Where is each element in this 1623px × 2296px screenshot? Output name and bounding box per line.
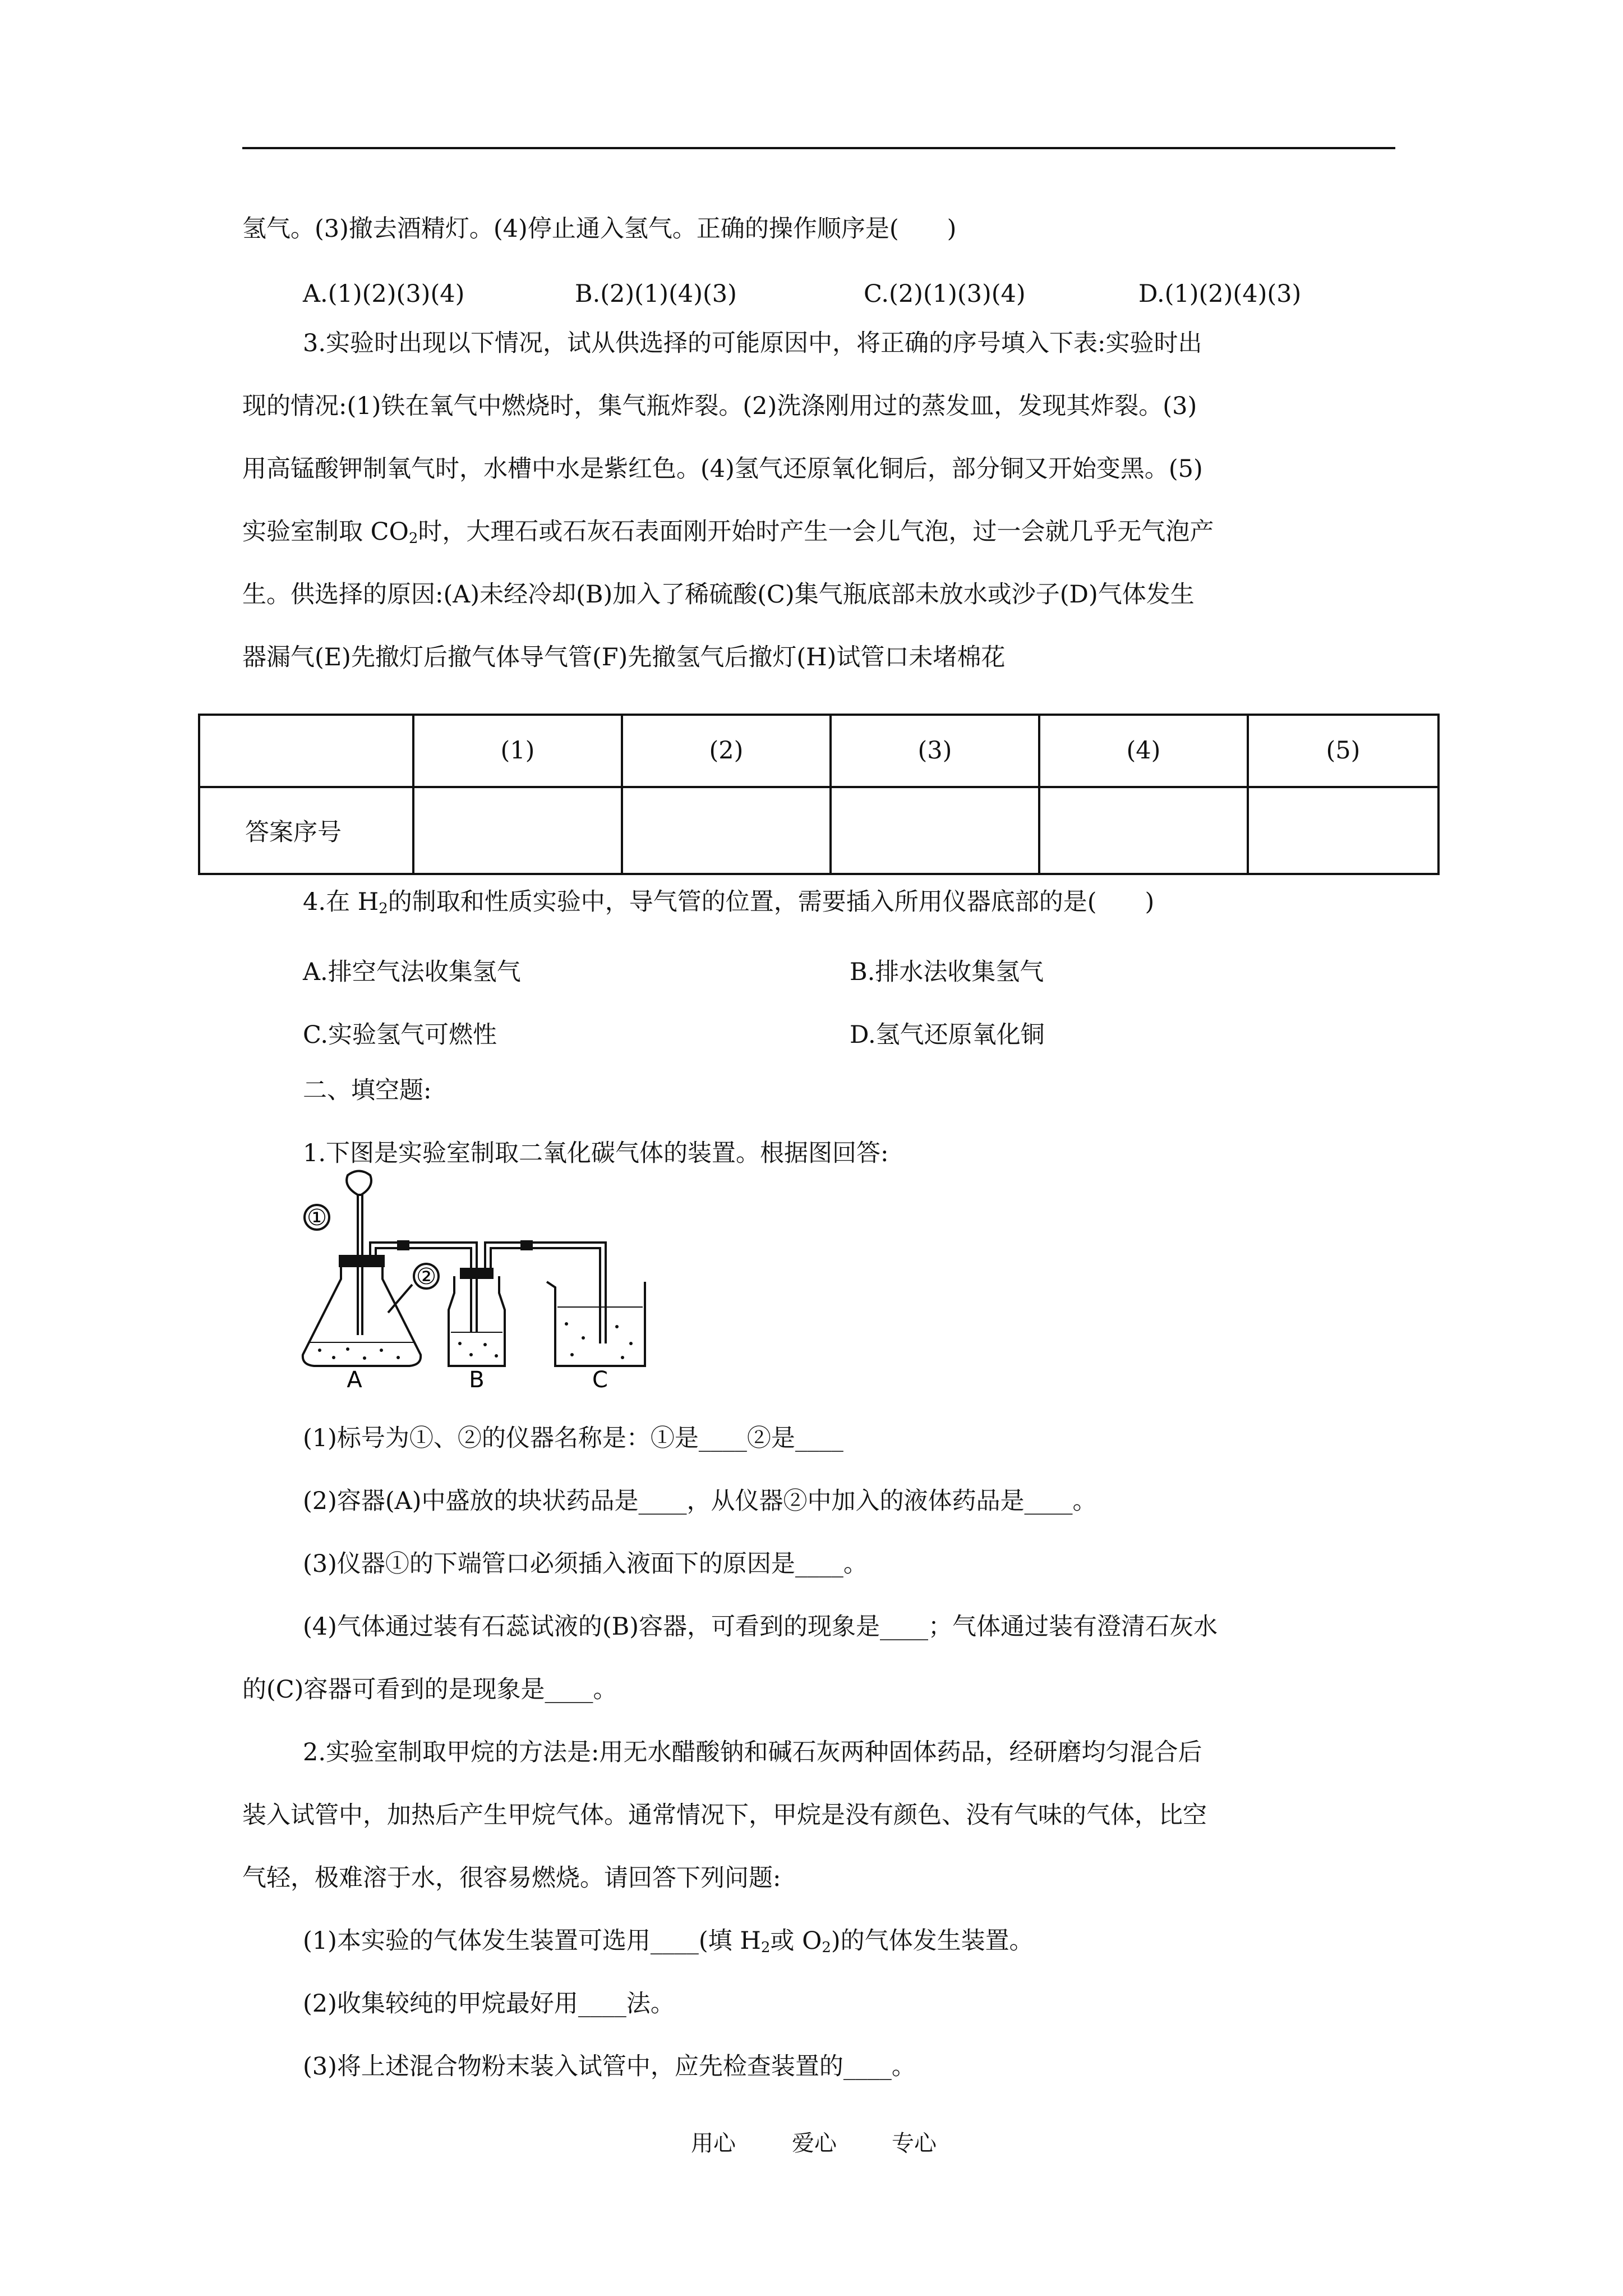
q3-co2-post: 时，大理石或石灰石表面刚开始时产生一会儿气泡，过一会就几乎无气泡产 [418, 518, 1214, 546]
fill-q2-item-1-sub2: 2 [822, 1939, 831, 1956]
q4-option-b: B.排水法收集氢气 [850, 958, 1044, 986]
fill-q2-line-1: 2.实验室制取甲烷的方法是:用无水醋酸钠和碱石灰两种固体药品，经研磨均匀混合后 [303, 1738, 1202, 1766]
fill-q1-item-1: (1)标号为①、②的仪器名称是：①是____②是____ [303, 1424, 843, 1452]
q2-option-d: D.(1)(2)(4)(3) [1138, 280, 1302, 308]
figure-label-b: B [469, 1367, 485, 1388]
table-header-cell: (1) [413, 715, 622, 787]
table-header-cell: (3) [831, 715, 1039, 787]
fill-q1-item-3: (3)仪器①的下端管口必须插入液面下的原因是____。 [303, 1550, 868, 1578]
fill-q2-item-1-sub1: 2 [760, 1939, 771, 1956]
fill-q1-item-4-cont: 的(C)容器可看到的是现象是____。 [242, 1676, 617, 1704]
answer-cell[interactable] [1248, 787, 1438, 874]
q4-post: 的制取和性质实验中，导气管的位置，需要插入所用仪器底部的是( ) [388, 888, 1155, 916]
fill-q2-item-3: (3)将上述混合物粉末装入试管中，应先检查装置的____。 [303, 2053, 916, 2081]
footer-word-1: 用心 [691, 2131, 736, 2156]
q4-sub: 2 [379, 900, 388, 917]
q3-line-5: 生。供选择的原因:(A)未经冷却(B)加入了稀硫酸(C)集气瓶底部未放水或沙子(D)气体发生 [242, 581, 1195, 609]
q3-line-4 [242, 518, 1214, 547]
fill-q2-item-1-post: )的气体发生装置。 [831, 1927, 1034, 1955]
fill-q2-item-2: (2)收集较纯的甲烷最好用____法。 [303, 1990, 675, 2018]
answer-cell[interactable] [622, 787, 831, 874]
section-heading: 二、填空题: [303, 1076, 432, 1105]
answer-table [198, 714, 1440, 875]
q3-line-3: 用高锰酸钾制氧气时，水槽中水是紫红色。(4)氢气还原氧化铜后，部分铜又开始变黑。(5) [242, 455, 1203, 483]
table-header-cell [199, 715, 413, 787]
table-header-row [199, 715, 1438, 787]
q2-option-c: C.(2)(1)(3)(4) [864, 280, 1026, 308]
q4-stem [303, 888, 1155, 917]
fill-q2-line-2: 装入试管中，加热后产生甲烷气体。通常情况下，甲烷是没有颜色、没有气味的气体，比空 [242, 1801, 1207, 1829]
q3-line-6: 器漏气(E)先撤灯后撤气体导气管(F)先撤氢气后撤灯(H)试管口未堵棉花 [242, 643, 1006, 671]
q3-co2-pre: 实验室制取 CO [242, 518, 409, 546]
q2-option-b: B.(2)(1)(4)(3) [575, 280, 737, 308]
figure-label-a: A [347, 1367, 362, 1388]
fill-q1-intro: 1.下图是实验室制取二氧化碳气体的装置。根据图回答: [303, 1139, 889, 1167]
q4-option-c: C.实验氢气可燃性 [303, 1021, 497, 1049]
fill-q2-item-1-pre: (1)本实验的气体发生装置可选用____(填 H [303, 1927, 761, 1955]
q3-line-2: 现的情况:(1)铁在氧气中燃烧时，集气瓶炸裂。(2)洗涤刚用过的蒸发皿，发现其炸裂。(3) [242, 392, 1197, 420]
figure-label-c: C [592, 1367, 608, 1388]
figure-label-2: ② [416, 1264, 436, 1290]
table-header-cell: (4) [1039, 715, 1248, 787]
answer-cell[interactable] [413, 787, 622, 874]
q4-pre: 4.在 H [303, 888, 379, 916]
q4-option-a: A.排空气法收集氢气 [303, 958, 521, 986]
footer-word-2: 爱心 [792, 2131, 837, 2156]
q4-option-d: D.氢气还原氧化铜 [850, 1021, 1045, 1049]
fill-q1-item-4: (4)气体通过装有石蕊试液的(B)容器，可看到的现象是____；气体通过装有澄清石灰水 [303, 1613, 1218, 1641]
footer-word-3: 专心 [892, 2131, 937, 2156]
fill-q2-item-1-mid: 或 O [770, 1927, 822, 1955]
q2-tail-line: 氢气。(3)撤去酒精灯。(4)停止通入氢气。正确的操作顺序是( ) [242, 215, 957, 243]
fill-q2-line-3: 气轻，极难溶于水，很容易燃烧。请回答下列问题: [242, 1864, 781, 1892]
table-answer-row [199, 787, 1438, 874]
q3-co2-sub: 2 [408, 530, 418, 547]
fill-q2-item-1 [303, 1927, 1034, 1956]
figure-label-1: ① [307, 1205, 327, 1231]
q3-line-1: 3.实验时出现以下情况，试从供选择的可能原因中，将正确的序号填入下表:实验时出 [303, 329, 1202, 357]
co2-apparatus-figure [292, 1164, 651, 1388]
table-header-cell: (5) [1248, 715, 1438, 787]
table-row-label: 答案序号 [199, 787, 413, 874]
answer-cell[interactable] [1039, 787, 1248, 874]
answer-cell[interactable] [831, 787, 1039, 874]
header-rule [242, 147, 1395, 149]
q2-option-a: A.(1)(2)(3)(4) [303, 280, 465, 308]
table-header-cell: (2) [622, 715, 831, 787]
fill-q1-item-2: (2)容器(A)中盛放的块状药品是____，从仪器②中加入的液体药品是____。 [303, 1487, 1097, 1515]
